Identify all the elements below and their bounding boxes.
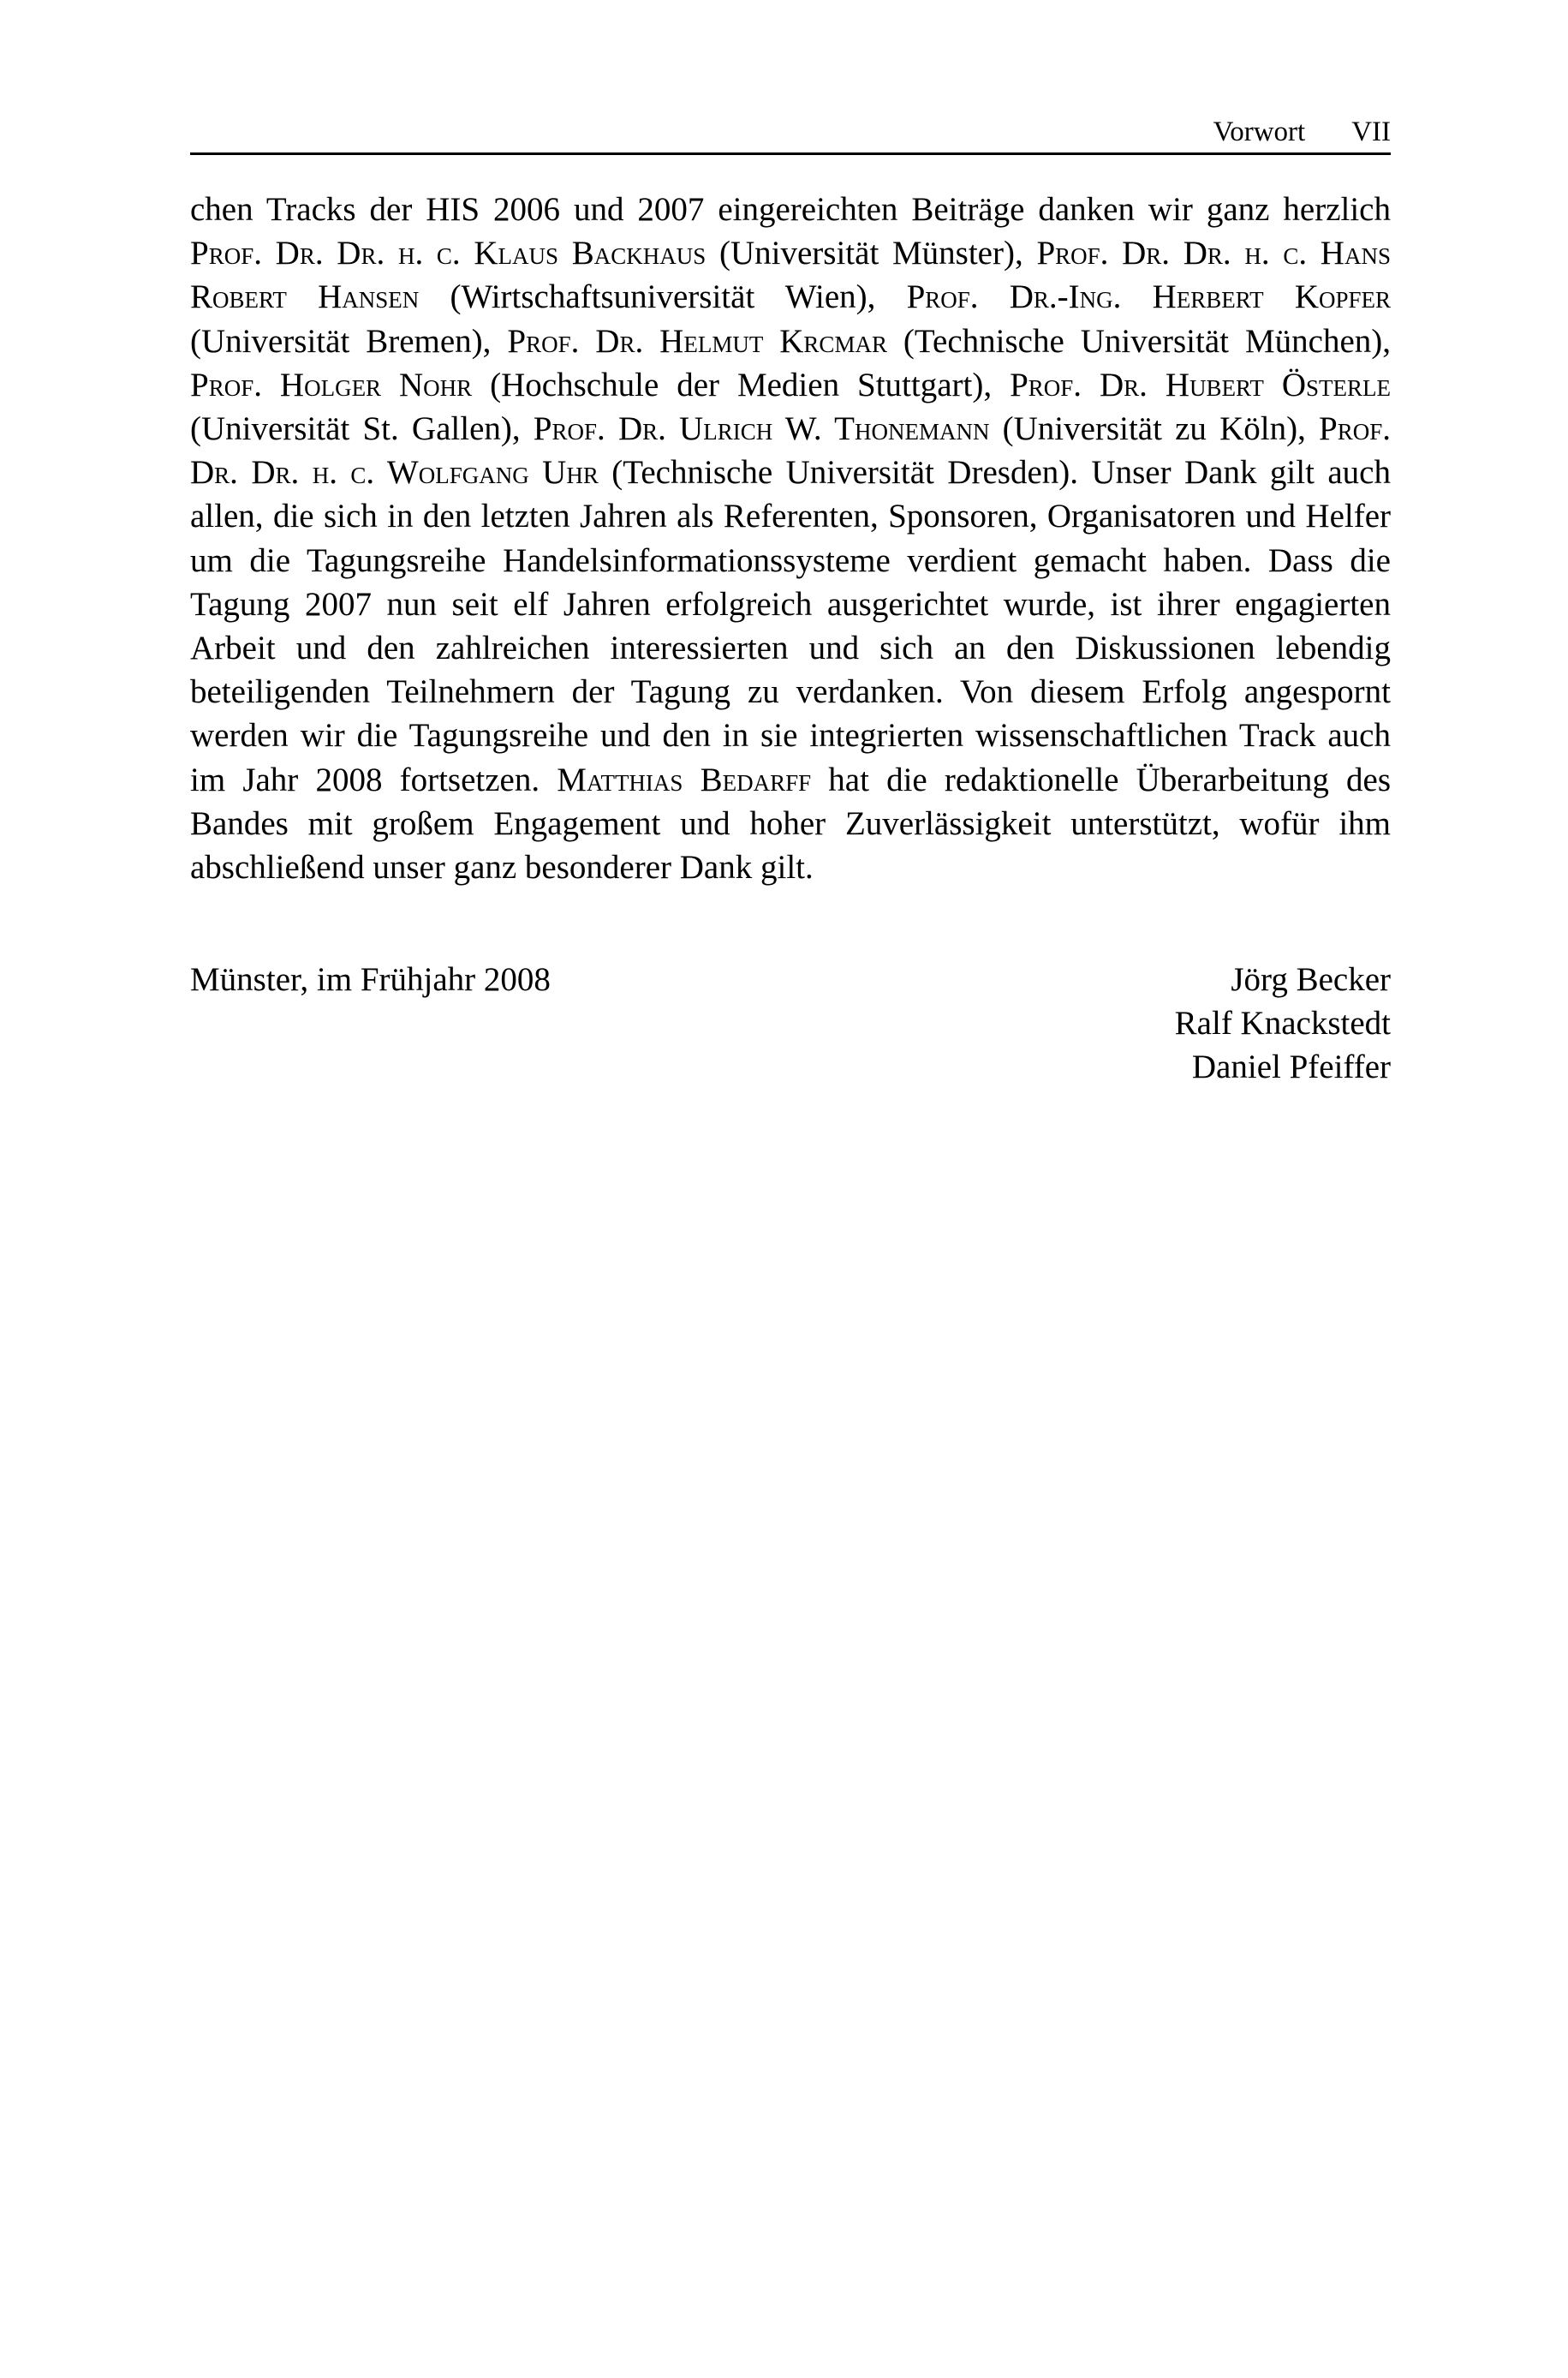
body-text-segment: (Hochschule der Medien Stuttgart), (472, 366, 1011, 403)
body-text-segment: chen Tracks der HIS 2006 und 2007 eingereichten Beiträge danken wir ganz herzlich (190, 191, 1391, 228)
person-name: Prof. Holger Nohr (190, 366, 473, 403)
body-text-segment: hat die redaktionelle Überarbeitung des Bandes mit großem Engagement und hoher Zuverlässigkeit unterstützt, wofür ihm abschließend unser ganz besonderer Dank gilt. (190, 761, 1391, 887)
body-text-segment: (Technische Universität Dresden). Unser Dank gilt auch allen, die sich in den letzten Jahren als Referenten, Sponsoren, Organisatoren und Helfer um die Tagungsreihe Handelsinformationssysteme verdient gemacht haben. Dass die Tagung 2007 nun seit elf Jahren erfolgreich ausgerichtet wurde, ist ihrer engagierten Arbeit und den zahlreichen interessierten und sich an den Diskussionen lebendig beteiligenden Teilnehmern der Tagung zu verdanken. Von diesem Erfolg angespornt werden wir die Tagungsreihe und den in sie integrierten wissenschaftlichen Track auch im Jahr 2008 fortsetzen. (190, 454, 1391, 798)
signatory-name: Ralf Knackstedt (1174, 1005, 1391, 1043)
person-name: Prof. Dr. Dr. h. c. Klaus Backhaus (190, 235, 706, 272)
signatures (1175, 958, 1391, 1090)
body-text-segment: (Universität zu Köln), (989, 410, 1320, 448)
person-name: Prof. Dr. Ulrich W. Thonemann (533, 410, 990, 448)
person-name: Prof. Dr. Hubert Österle (1010, 366, 1392, 403)
person-name: Prof. Dr. Dr. h. c. Hans Robert Hansen (190, 235, 1391, 316)
place-and-date: Münster, im Frühjahr 2008 (190, 961, 551, 998)
body-text-segment: (Wirtschaftsuniversität Wien), (419, 278, 907, 316)
person-name: Prof. Dr. Dr. h. c. Wolfgang Uhr (190, 410, 1391, 492)
person-name: Prof. Dr. Helmut Krcmar (507, 322, 887, 360)
body-text-segment: (Universität Münster), (706, 235, 1037, 272)
body-text-segment: (Universität St. Gallen), (190, 410, 534, 448)
running-header (190, 110, 1391, 154)
person-name: Prof. Dr.-Ing. Herbert Kopfer (906, 278, 1392, 316)
signatory-name: Jörg Becker (1231, 961, 1391, 998)
body-text-segment: (Universität Bremen), (190, 322, 508, 360)
signatory-name: Daniel Pfeiffer (1191, 1049, 1391, 1086)
header-rule (190, 152, 1391, 155)
page-number: VII (1351, 117, 1391, 147)
section-title: Vorwort (1213, 117, 1306, 147)
body-paragraph (190, 188, 1391, 889)
person-name: Matthias Bedarff (557, 761, 812, 798)
body-text-segment: (Technische Universität München), (886, 322, 1391, 360)
